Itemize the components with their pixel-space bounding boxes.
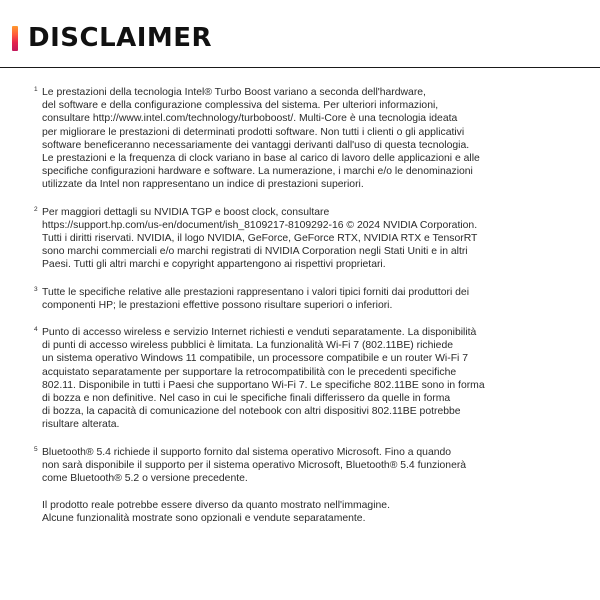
footnote-marker: 1 xyxy=(34,86,38,93)
footnote-line: risultare alterata. xyxy=(42,419,120,431)
footnote-line: Paesi. Tutti gli altri marchi e copyright appartengono ai rispettivi proprietari. xyxy=(42,259,386,271)
product-image-note xyxy=(34,499,574,525)
footnote-marker: 2 xyxy=(34,205,38,213)
footnote-line: componenti HP; le prestazioni effettive possono risultare superiori o inferiori. xyxy=(42,299,393,311)
footnote-4 xyxy=(34,326,574,432)
footnote-line: software beneficeranno necessariamente dei vantaggi derivanti dall'uso di questa tecnologia. xyxy=(42,139,470,151)
footnote-line: acquistato separatamente per supportare la retrocompatibilità con le precedenti specifiche xyxy=(42,366,457,378)
footnote-line: https://support.hp.com/us-en/document/ish_8109217-8109292-16 © 2024 NVIDIA Corporation. xyxy=(42,219,478,231)
footnote-line: un sistema operativo Windows 11 compatibile, un processore compatibile e un router Wi-Fi 7 xyxy=(42,353,469,365)
footnote-line: come Bluetooth® 5.2 o versione precedente. xyxy=(42,473,248,485)
footnote-line: Bluetooth® 5.4 richiede il supporto fornito dal sistema operativo Microsoft. Fino a quando xyxy=(42,446,452,458)
footnote-line: del software e della configurazione complessiva del sistema. Per ulteriori informazioni, xyxy=(42,100,439,112)
disclaimer-notes xyxy=(34,86,574,526)
footnote-line: Tutte le specifiche relative alle prestazioni rappresentano i valori tipici forniti dai produttori dei xyxy=(42,286,470,298)
footnote-line: Punto di accesso wireless e servizio Internet richiesti e venduti separatamente. La disponibilità xyxy=(42,327,477,339)
footnote-5 xyxy=(34,446,574,486)
footnote-line: utilizzate da Intel non rappresentano un indice di prestazioni superiori. xyxy=(42,179,364,191)
footnote-line: 802.11. Disponibile in tutti i Paesi che supportano Wi-Fi 7. Le specifiche 802.11BE sono in forma xyxy=(42,379,485,391)
footnote-line: di punti di accesso wireless pubblici è limitata. La funzionalità Wi-Fi 7 (802.11BE) richiede xyxy=(42,340,454,352)
footer-line: Il prodotto reale potrebbe essere diverso da quanto mostrato nell'immagine. xyxy=(42,500,390,512)
footer-line: Alcune funzionalità mostrate sono opzionali e vendute separatamente. xyxy=(42,513,366,525)
footnote-line: consultare http://www.intel.com/technology/turboboost/. Multi-Core è una tecnologia ideata xyxy=(42,113,458,125)
footnote-marker: 3 xyxy=(34,285,38,293)
footnote-line: sono marchi commerciali e/o marchi registrati di NVIDIA Corporation negli Stati Uniti e in altri xyxy=(42,246,468,258)
footnote-line: di bozza e non definitive. Nel caso in cui le specifiche finali differissero da quelle in forma xyxy=(42,393,451,405)
footnote-line: di bozza, la capacità di comunicazione del notebook con altri dispositivi 802.11BE potrebbe xyxy=(42,406,461,418)
accent-bar xyxy=(12,26,18,51)
footnote-marker: 5 xyxy=(34,445,38,453)
footnote-1 xyxy=(34,86,574,192)
footnote-2 xyxy=(34,206,574,272)
footnote-line: Le prestazioni e la frequenza di clock variano in base al carico di lavoro delle applicazioni e alle xyxy=(42,153,480,165)
footnote-3 xyxy=(34,286,574,312)
page-title: DISCLAIMER xyxy=(28,23,213,53)
footnote-line: Per maggiori dettagli su NVIDIA TGP e boost clock, consultare xyxy=(42,206,330,218)
footnote-line: Tutti i diritti riservati. NVIDIA, il logo NVIDIA, GeForce, GeForce RTX, NVIDIA RTX e TensorRT xyxy=(42,233,478,245)
footnote-line: per migliorare le prestazioni di determinati prodotti software. Non tutti i clienti o gli applicativi xyxy=(42,126,465,138)
footnote-line: Le prestazioni della tecnologia Intel® Turbo Boost variano a seconda dell'hardware, xyxy=(42,87,426,98)
header-divider xyxy=(0,67,600,68)
footnote-line: non sarà disponibile il supporto per il sistema operativo Microsoft, Bluetooth® 5.4 funzionerà xyxy=(42,459,467,471)
footnote-line: specifiche configurazioni hardware e software. La numerazione, i marchi e/o le denominazioni xyxy=(42,166,473,178)
header xyxy=(0,0,600,70)
footnote-marker: 4 xyxy=(34,326,38,334)
